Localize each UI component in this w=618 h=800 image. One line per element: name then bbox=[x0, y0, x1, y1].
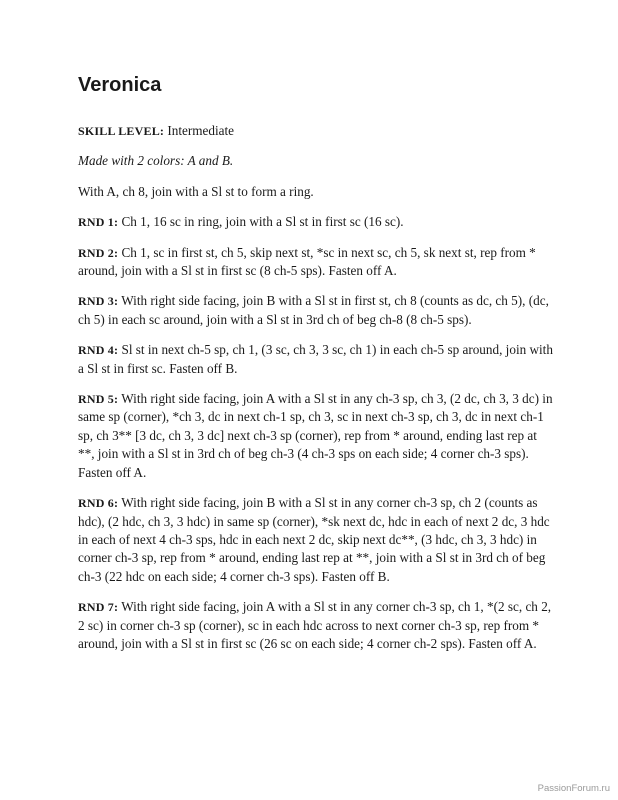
round-5 bbox=[78, 390, 556, 482]
round-6 bbox=[78, 494, 556, 586]
round-label: RND 3: bbox=[78, 294, 119, 309]
round-2 bbox=[78, 244, 556, 281]
round-3 bbox=[78, 292, 556, 329]
round-text: With right side facing, join B with a Sl st in any corner ch-3 sp, ch 2 (counts as hdc), (2 hdc, ch 3, 3 hdc) in same sp (corner), *sk next dc, hdc in each of next 2 dc, 3 hdc in each of next 4 ch-3 sps, hdc in each next 2 dc, skip next dc**, (3 hdc, ch 3, 3 hdc) in corner ch-3 sp, rep from * around, ending last rep at **, join with a Sl st in 3rd ch of beg ch-3 (22 hdc on each side; 4 corner ch-3 sps). Fasten off B. bbox=[78, 495, 550, 584]
round-text: With right side facing, join B with a Sl st in first st, ch 8 (counts as dc, ch 5), (dc, ch 5) in each sc around, join with a Sl st in 3rd ch of beg ch-8 (8 ch-5 sps). bbox=[78, 293, 549, 327]
round-label: RND 5: bbox=[78, 392, 119, 407]
round-text: Sl st in next ch-5 sp, ch 1, (3 sc, ch 3, 3 sc, ch 1) in each ch-5 sp around, join with a Sl st in first sc. Fasten off B. bbox=[78, 342, 553, 376]
round-7 bbox=[78, 598, 556, 653]
round-label: RND 6: bbox=[78, 496, 119, 511]
pattern-page bbox=[78, 72, 556, 665]
skill-level-value: Intermediate bbox=[167, 123, 235, 138]
round-text: With right side facing, join A with a Sl st in any ch-3 sp, ch 3, (2 dc, ch 3, 3 dc) in same sp (corner), *ch 3, dc in next ch-1 sp, ch 3, sc in next ch-3 sp, ch 3, dc in next ch-1 sp, ch 3** [3 dc, ch 3, 3 dc] next ch-3 sp (corner), rep from * around, ending last rep at **, join with a Sl st in 3rd ch of beg ch-3 (4 ch-3 sps on each side; 4 corner ch-3 sps). Fasten off A. bbox=[78, 391, 553, 480]
intro-instruction: With A, ch 8, join with a Sl st to form a ring. bbox=[78, 183, 314, 199]
round-1 bbox=[78, 213, 556, 231]
colors-note: Made with 2 colors: A and B. bbox=[78, 153, 234, 169]
round-4 bbox=[78, 341, 556, 378]
round-label: RND 4: bbox=[78, 343, 119, 358]
round-label: RND 7: bbox=[78, 600, 119, 615]
round-text: Ch 1, sc in first st, ch 5, skip next st, *sc in next sc, ch 5, sk next st, rep from * around, join with a Sl st in first sc (8 ch-5 sps). Fasten off A. bbox=[78, 244, 536, 279]
skill-level bbox=[78, 122, 556, 140]
watermark: PassionForum.ru bbox=[537, 783, 610, 794]
round-label: RND 1: bbox=[78, 215, 119, 230]
round-text: Ch 1, 16 sc in ring, join with a Sl st in first sc (16 sc). bbox=[121, 214, 404, 230]
skill-level-label: SKILL LEVEL: bbox=[78, 124, 165, 138]
round-label: RND 2: bbox=[78, 245, 119, 260]
round-text: With right side facing, join A with a Sl st in any corner ch-3 sp, ch 1, *(2 sc, ch 2, 2 sc) in corner ch-3 sp (corner), sc in each hdc across to next corner ch-3 sp, rep from * around, join with a Sl st in first sc (26 sc on each side; 4 corner ch-2 sps). Fasten off A. bbox=[78, 599, 552, 651]
pattern-title: Veronica bbox=[78, 74, 162, 96]
